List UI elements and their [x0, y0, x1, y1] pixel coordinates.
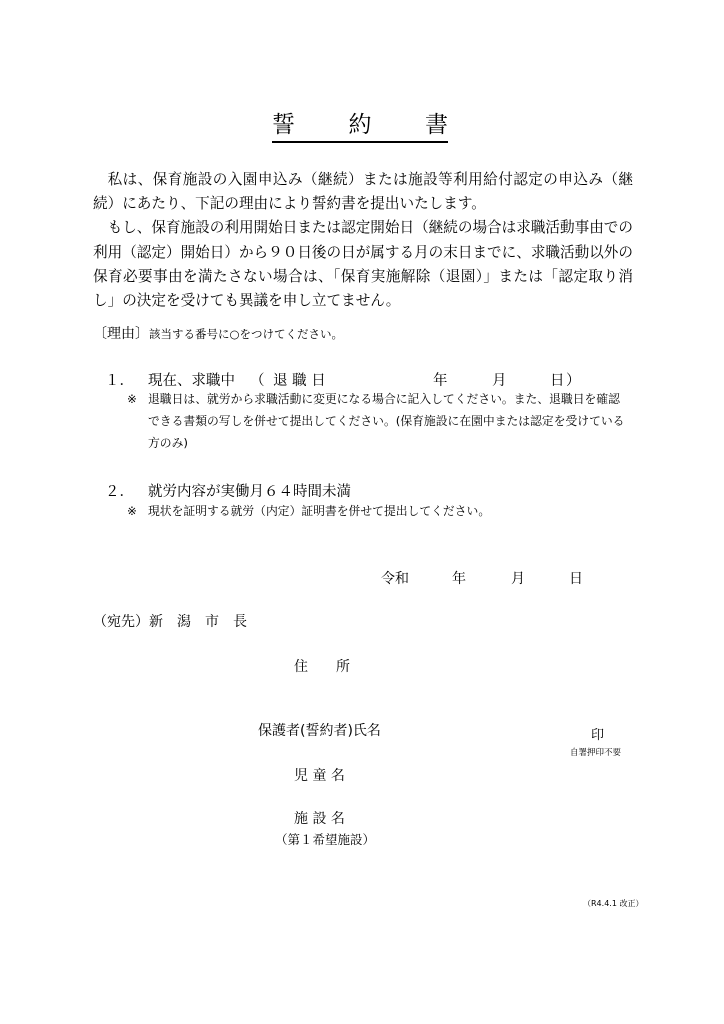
item-2-note-mark: ※	[127, 504, 137, 518]
pledge-paragraph-2: もし、保育施設の利用開始日または認定開始日（継続の場合は求職活動事由での利用（認定）開始日）から９０日後の日が属する月の末日までに、求職活動以外の保育必要事由を満たさない場合は、「保育実施解除（退園）」または「認定取り消し」の決定を受けても異議を申し立てません。	[93, 219, 633, 310]
item-1-paren-open: （	[250, 373, 265, 389]
date-day-label: 日	[569, 571, 583, 587]
item-2-text: 就労内容が実働月６４時間未満	[148, 484, 351, 500]
retire-year-label: 年	[433, 373, 448, 389]
retire-day-label: 日	[550, 373, 565, 389]
reason-header	[93, 323, 343, 343]
retire-month-label: 月	[492, 373, 507, 389]
addressee: （宛先）新 潟 市 長	[93, 614, 247, 630]
seal-mark: 印	[591, 728, 605, 743]
item-1-note-mark: ※	[127, 392, 137, 406]
seal-note: 自署押印不要	[570, 748, 622, 758]
title-char-1: 誓	[272, 112, 295, 138]
pledge-body	[93, 168, 633, 313]
title-char-2: 約	[348, 112, 372, 138]
item-1-text: 現在、求職中	[148, 373, 235, 389]
facility-note: （第１希望施設）	[275, 832, 376, 847]
date-month-label: 月	[511, 571, 525, 587]
address-label: 住 所	[294, 659, 350, 675]
date-era: 令和	[381, 571, 409, 587]
item-1-number[interactable]: １．	[105, 373, 134, 389]
reason-instruction: 該当する番号に○をつけてください。	[149, 327, 344, 341]
item-2-note: 現状を証明する就労（内定）証明書を併せて提出してください。	[148, 504, 491, 518]
document-title	[272, 111, 448, 143]
date-year-label: 年	[452, 571, 466, 587]
revision-note: （R4.4.1 改正）	[583, 899, 644, 908]
item-2-number[interactable]: ２．	[105, 484, 134, 500]
reason-label: 〔理由〕	[93, 326, 149, 342]
guardian-name-label: 保護者(誓約者)氏名	[258, 723, 381, 739]
item-1-note: 退職日は、就労から求職活動に変更になる場合に記入してください。また、退職日を確認できる書類の写しを併せて提出してください。(保育施設に在園中または認定を受けている方のみ)	[148, 392, 625, 450]
item-1-paren-close: ）	[566, 373, 581, 389]
retire-date-label: 退 職 日	[273, 373, 326, 389]
child-name-label: 児 童 名	[294, 768, 345, 784]
title-char-3: 書	[425, 112, 448, 138]
pledge-paragraph-1: 私は、保育施設の入園申込み（継続）または施設等利用給付認定の申込み（継続）にあたり、下記の理由により誓約書を提出いたします。	[93, 171, 633, 213]
facility-name-label: 施 設 名	[294, 811, 345, 827]
